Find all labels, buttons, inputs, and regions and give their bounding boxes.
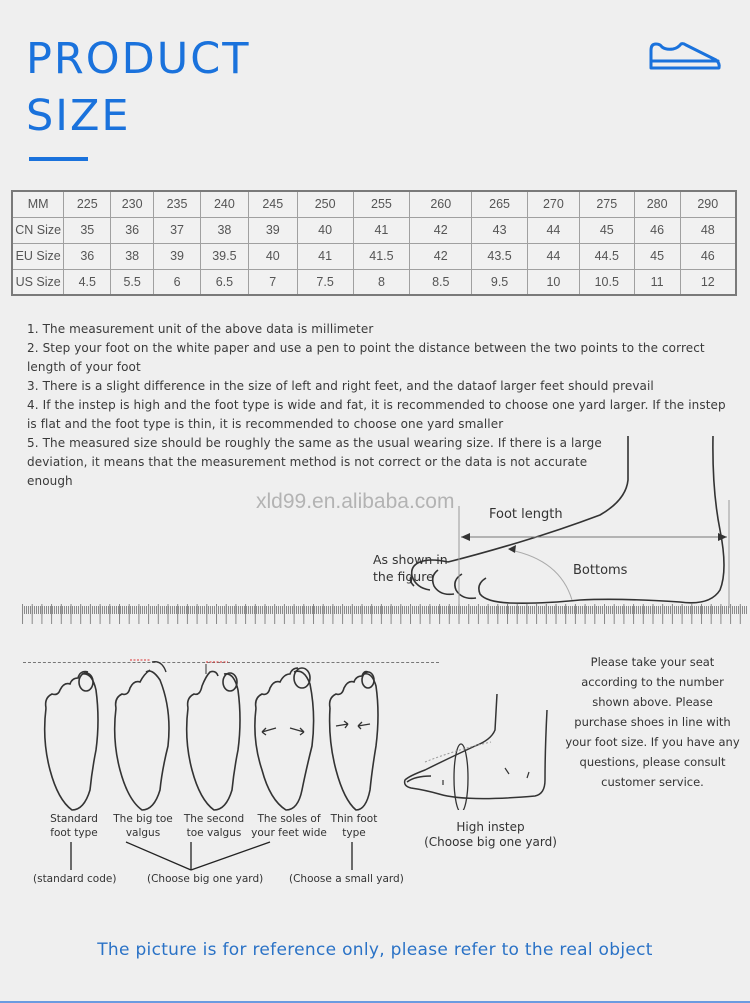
table-cell: 6.5 — [200, 269, 248, 295]
table-cell: 46 — [680, 243, 736, 269]
table-cell: 12 — [680, 269, 736, 295]
recommendation-big: (Choose big one yard) — [147, 873, 264, 885]
page-title-line2: SIZE — [26, 91, 131, 141]
ruler-icon — [22, 604, 748, 626]
table-cell: 36 — [64, 243, 111, 269]
table-cell: 39 — [154, 243, 201, 269]
table-cell: 44.5 — [579, 243, 634, 269]
shoe-icon — [648, 40, 723, 74]
table-cell: 8.5 — [410, 269, 472, 295]
high-instep-line1: High instep — [456, 820, 525, 834]
row-header: CN Size — [12, 217, 64, 243]
row-header: US Size — [12, 269, 64, 295]
foot-type-label-standard: Standard foot type — [50, 813, 98, 839]
table-cell: 270 — [528, 191, 580, 217]
recommendation-small: (Choose a small yard) — [289, 873, 404, 885]
page-title-line1: PRODUCT — [26, 34, 251, 84]
table-cell: 43 — [472, 217, 528, 243]
foot-measure-illustration — [360, 430, 750, 630]
table-cell: 44 — [528, 243, 580, 269]
table-cell: 10 — [528, 269, 580, 295]
high-instep-line2: (Choose big one yard) — [424, 835, 557, 849]
table-cell: 38 — [200, 217, 248, 243]
table-cell: 9.5 — [472, 269, 528, 295]
table-cell: 40 — [248, 243, 297, 269]
table-cell: 40 — [297, 217, 353, 243]
second-toe-valgus-foot-icon — [187, 662, 240, 810]
bottoms-label: Bottoms — [573, 563, 628, 578]
table-row-us — [12, 269, 736, 295]
table-cell: 7 — [248, 269, 297, 295]
table-cell: 46 — [634, 217, 680, 243]
table-cell: 42 — [410, 217, 472, 243]
foot-type-label-second-toe: The second toe valgus — [183, 813, 245, 839]
table-cell: 41 — [297, 243, 353, 269]
table-cell: 36 — [111, 217, 154, 243]
title-underline — [29, 157, 88, 161]
note-5: 5. The measured size should be roughly the same as the usual wearing size. If there is a large deviation, it means that the measurement method is not correct or the data is not accurate enough — [27, 436, 602, 488]
table-cell: 37 — [154, 217, 201, 243]
table-cell: 11 — [634, 269, 680, 295]
table-cell: 45 — [579, 217, 634, 243]
table-cell: 4.5 — [64, 269, 111, 295]
table-cell: 41 — [353, 217, 410, 243]
foot-types-illustration — [20, 650, 440, 815]
table-cell: 44 — [528, 217, 580, 243]
table-cell: 39.5 — [200, 243, 248, 269]
table-cell: 275 — [579, 191, 634, 217]
note-2: 2. Step your foot on the white paper and use a pen to point the distance between the two points to the correct length of your foot — [27, 341, 705, 374]
table-cell: 10.5 — [579, 269, 634, 295]
note-1: 1. The measurement unit of the above data is millimeter — [27, 322, 374, 336]
size-table — [11, 190, 737, 296]
disclaimer-text: The picture is for reference only, please refer to the real object — [97, 940, 653, 960]
big-toe-valgus-foot-icon — [115, 660, 169, 810]
table-cell: 43.5 — [472, 243, 528, 269]
row-header: EU Size — [12, 243, 64, 269]
table-cell: 6 — [154, 269, 201, 295]
table-cell: 225 — [64, 191, 111, 217]
table-cell: 7.5 — [297, 269, 353, 295]
watermark: xld99.en.alibaba.com — [256, 490, 455, 513]
table-cell: 240 — [200, 191, 248, 217]
table-cell: 250 — [297, 191, 353, 217]
table-cell: 280 — [634, 191, 680, 217]
table-row-mm — [12, 191, 736, 217]
table-cell: 290 — [680, 191, 736, 217]
standard-foot-icon — [45, 672, 98, 810]
advice-text: Please take your seat according to the number shown above. Please purchase shoes in line with your foot size. If you have any questions, please consult customer service. — [565, 655, 740, 789]
as-shown-label: As shown in the figure — [373, 552, 448, 584]
note-4: 4. If the instep is high and the foot type is wide and fat, it is recommended to choose one yard larger. If the instep is flat and the foot type is thin, it is recommended to choose one yard smaller — [27, 398, 726, 431]
table-cell: 8 — [353, 269, 410, 295]
table-cell: 38 — [111, 243, 154, 269]
table-cell: 265 — [472, 191, 528, 217]
foot-length-label: Foot length — [489, 507, 563, 522]
row-header: MM — [12, 191, 64, 217]
table-cell: 5.5 — [111, 269, 154, 295]
foot-type-label-big-toe: The big toe valgus — [113, 813, 173, 839]
table-cell: 42 — [410, 243, 472, 269]
foot-type-label-wide-sole: The soles of your feet wide — [251, 813, 327, 839]
foot-type-label-thin: Thin foot type — [330, 813, 378, 839]
recommendation-standard: (standard code) — [33, 873, 117, 885]
table-cell: 39 — [248, 217, 297, 243]
high-instep-label — [408, 820, 573, 850]
table-row-eu — [12, 243, 736, 269]
table-row-cn — [12, 217, 736, 243]
recommendation-connectors — [20, 840, 440, 872]
wide-sole-foot-icon — [255, 668, 314, 810]
table-cell: 48 — [680, 217, 736, 243]
table-cell: 230 — [111, 191, 154, 217]
table-cell: 45 — [634, 243, 680, 269]
table-cell: 35 — [64, 217, 111, 243]
high-instep-foot-icon — [395, 690, 560, 810]
table-cell: 255 — [353, 191, 410, 217]
table-cell: 235 — [154, 191, 201, 217]
note-3: 3. There is a slight difference in the size of left and right feet, and the dataof larger feet should prevail — [27, 379, 654, 393]
table-cell: 41.5 — [353, 243, 410, 269]
table-cell: 245 — [248, 191, 297, 217]
table-cell: 260 — [410, 191, 472, 217]
thin-foot-icon — [330, 672, 378, 811]
